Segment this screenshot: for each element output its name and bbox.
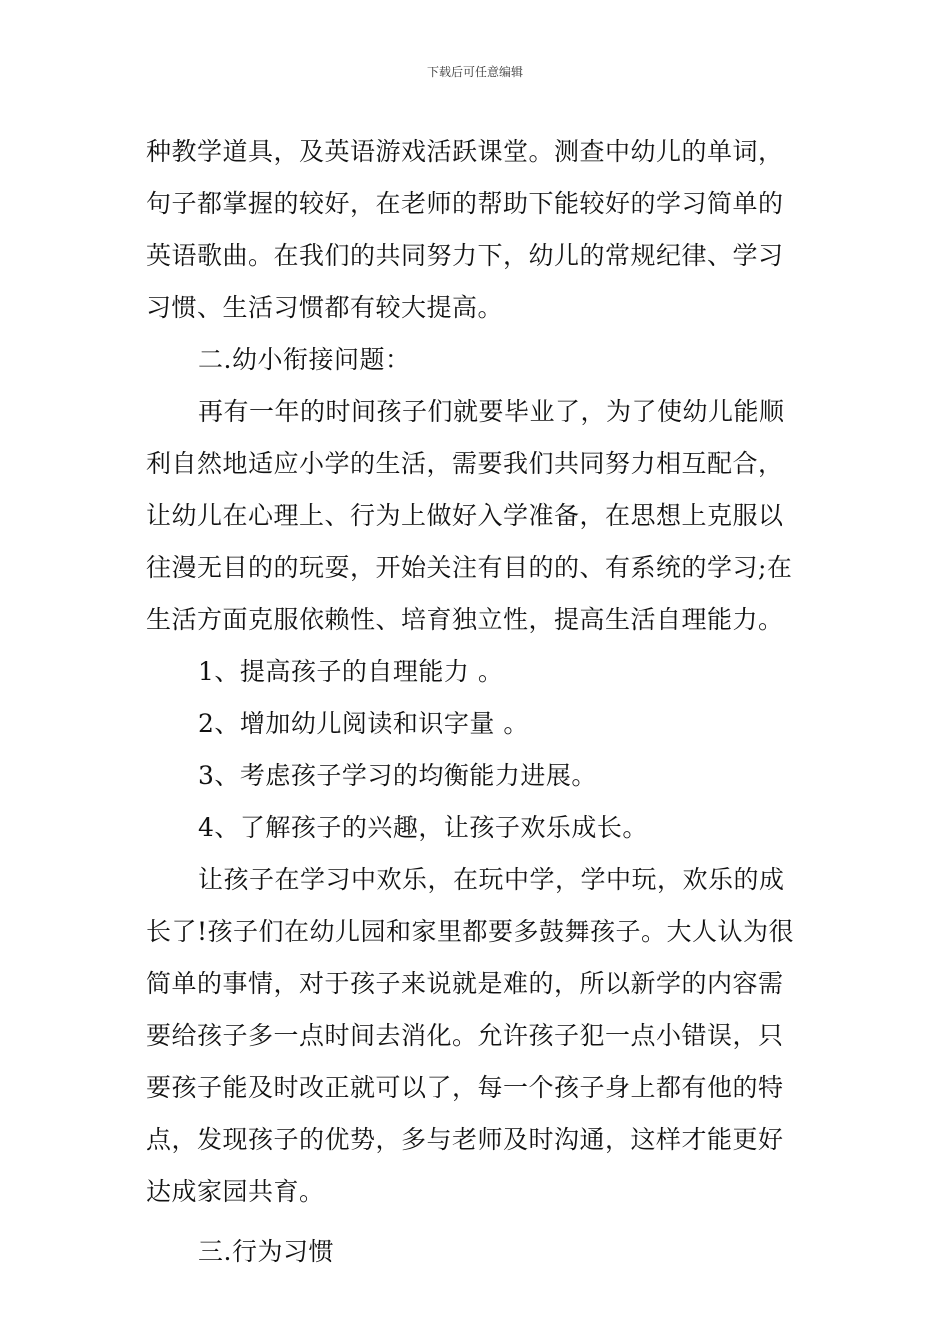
paragraph-2-line-2: 利自然地适应小学的生活，需要我们共同努力相互配合， [146,449,784,478]
list-item-3: 3、考虑孩子学习的均衡能力进展。 [198,761,597,790]
list-item-4: 4、了解孩子的兴趣，让孩子欢乐成长。 [198,813,648,842]
section-heading-3: 三.行为习惯 [198,1237,334,1266]
list-item-2: 2、增加幼儿阅读和识字量 。 [198,709,529,738]
page-header: 下载后可任意编辑 [426,65,523,79]
paragraph-3-line-7: 达成家园共育。 [146,1177,325,1206]
paragraph-2-line-1: 再有一年的时间孩子们就要毕业了，为了使幼儿能顺 [198,397,785,426]
spacer [146,1218,814,1226]
section-heading-2: 二.幼小衔接问题： [198,345,411,374]
document-body [146,126,814,1278]
paragraph-2-line-4: 往漫无目的的玩耍，开始关注有目的的、有系统的学习;在 [146,553,793,582]
paragraph-1-line-2: 句子都掌握的较好，在老师的帮助下能较好的学习简单的 [146,189,784,218]
paragraph-3-line-3: 简单的事情，对于孩子来说就是难的，所以新学的内容需 [146,969,784,998]
paragraph-1-line-4: 习惯、生活习惯都有较大提高。 [146,293,504,322]
paragraph-1-line-3: 英语歌曲。在我们的共同努力下，幼儿的常规纪律、学习 [146,241,784,270]
list-item-1: 1、提高孩子的自理能力 。 [198,657,504,686]
paragraph-2-line-3: 让幼儿在心理上、行为上做好入学准备，在思想上克服以 [146,501,784,530]
paragraph-3-line-2: 长了!孩子们在幼儿园和家里都要多鼓舞孩子。大人认为很 [146,917,795,946]
paragraph-3-line-5: 要孩子能及时改正就可以了，每一个孩子身上都有他的特 [146,1073,784,1102]
paragraph-3-line-6: 点，发现孩子的优势，多与老师及时沟通，这样才能更好 [146,1125,784,1154]
paragraph-3-line-1: 让孩子在学习中欢乐，在玩中学，学中玩，欢乐的成 [198,865,785,894]
paragraph-3-line-4: 要给孩子多一点时间去消化。允许孩子犯一点小错误，只 [146,1021,784,1050]
paragraph-1-line-1: 种教学道具，及英语游戏活跃课堂。测查中幼儿的单词， [146,137,784,166]
paragraph-2-line-5: 生活方面克服依赖性、培育独立性，提高生活自理能力。 [146,605,784,634]
